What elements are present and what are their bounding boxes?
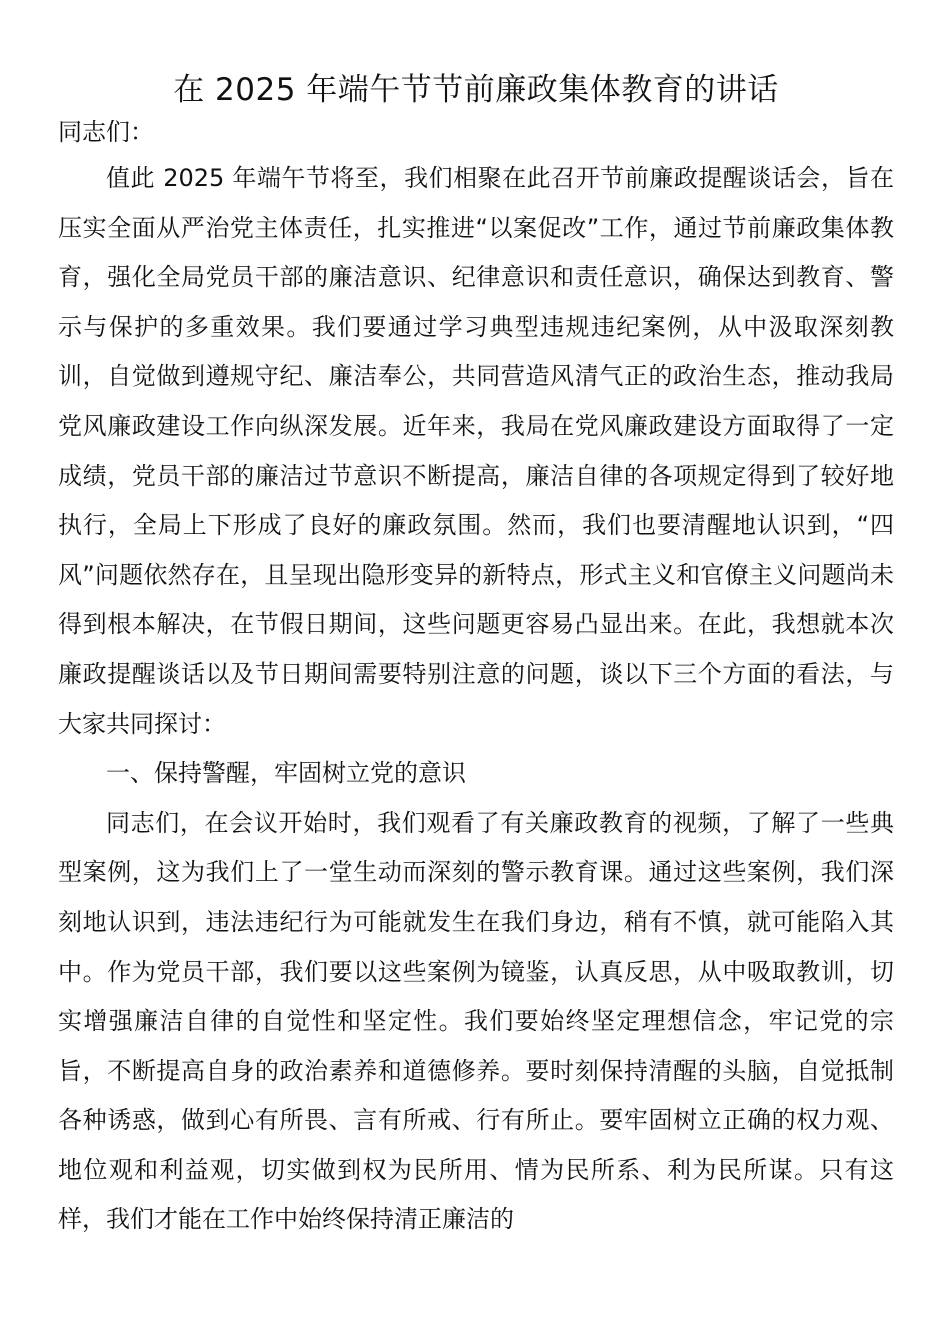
body-paragraph: 同志们，在会议开始时，我们观看了有关廉政教育的视频，了解了一些典型案例，这为我们上了一堂生动而深刻的警示教育课。通过这些案例，我们深刻地认识到，违法违纪行为可能就发生在我们身边，稍有不慎，就可能陷入其中。作为党员干部，我们要以这些案例为镜鉴，认真反思，从中吸取教训，切实增强廉洁自律的自觉性和坚定性。我们要始终坚定理想信念，牢记党的宗旨，不断提高自身的政治素养和道德修养。要时刻保持清醒的头脑，自觉抵制各种诱惑，做到心有所畏、言有所戒、行有所止。要牢固树立正确的权力观、地位观和利益观，切实做到权为民所用、情为民所系、利为民所谋。只有这样，我们才能在工作中始终保持清正廉洁的: [58, 808, 894, 1234]
section-heading: 一、保持警醒，牢固树立党的意识: [106, 759, 466, 788]
document-title: 在 2025 年端午节节前廉政集体教育的讲话: [173, 72, 779, 108]
body-paragraph: 值此 2025 年端午节将至，我们相聚在此召开节前廉政提醒谈话会，旨在压实全面从严治党主体责任，扎实推进“以案促改”工作，通过节前廉政集体教育，强化全局党员干部的廉洁意识、纪律意识和责任意识，确保达到教育、警示与保护的多重效果。我们要通过学习典型违规违纪案例，从中汲取深刻教训，自觉做到遵规守纪、廉洁奉公，共同营造风清气正的政治生态，推动我局党风廉政建设工作向纵深发展。近年来，我局在党风廉政建设方面取得了一定成绩，党员干部的廉洁过节意识不断提高，廉洁自律的各项规定得到了较好地执行，全局上下形成了良好的廉政氛围。然而，我们也要清醒地认识到，“四风”问题依然存在，且呈现出隐形变异的新特点，形式主义和官僚主义问题尚未得到根本解决，在节假日期间，这些问题更容易凸显出来。在此，我想就本次廉政提醒谈话以及节日期间需要特别注意的问题，谈以下三个方面的看法，与大家共同探讨：: [58, 164, 894, 738]
salutation: 同志们：: [58, 118, 154, 146]
document-page: [58, 68, 894, 1245]
